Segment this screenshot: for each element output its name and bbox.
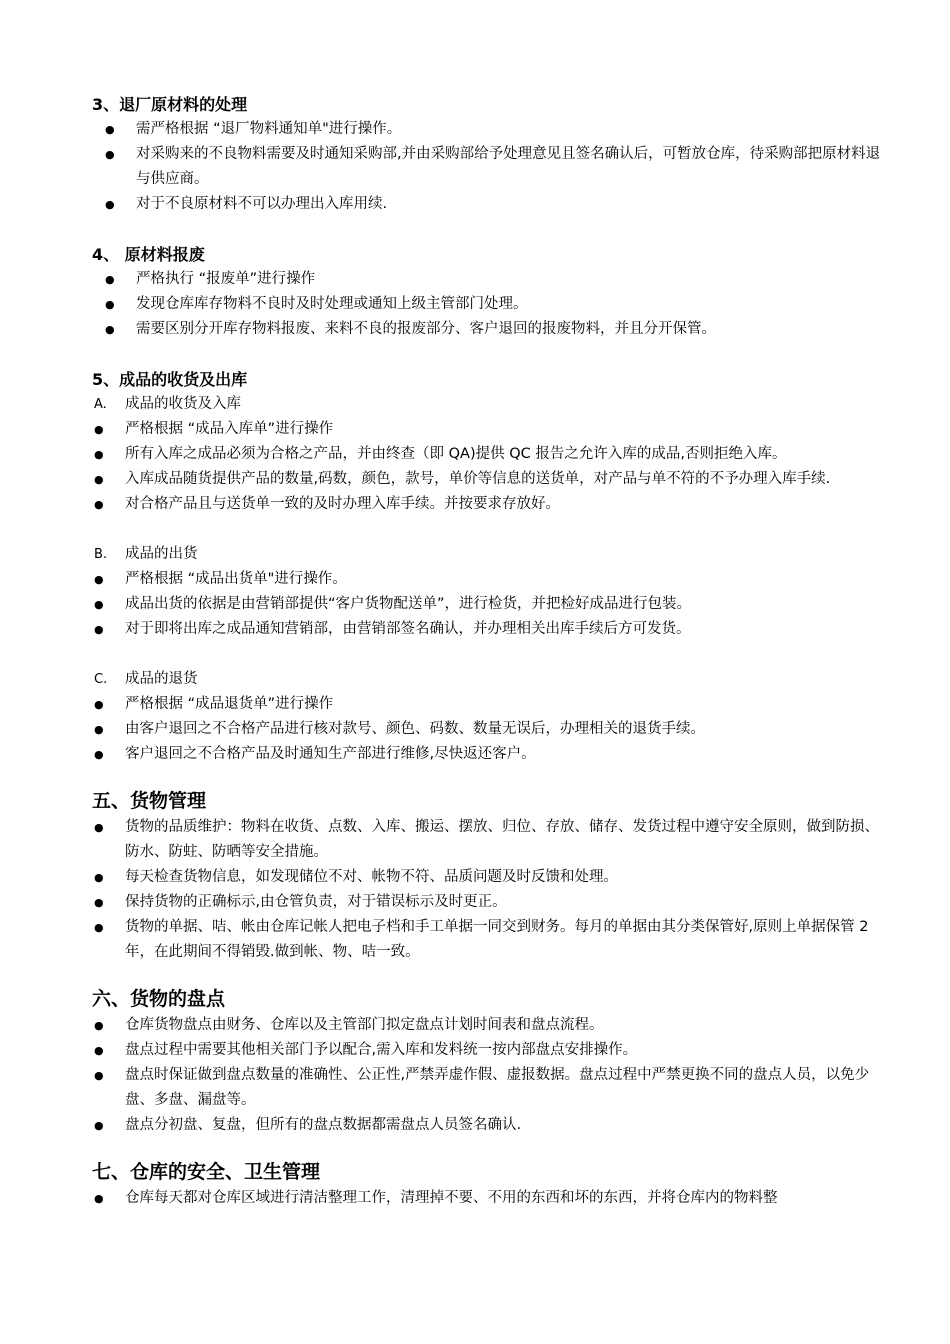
spacer bbox=[92, 1138, 892, 1158]
bullet-icon: ● bbox=[94, 623, 104, 636]
spacer bbox=[92, 642, 892, 667]
list-marker: C. bbox=[94, 672, 108, 687]
bullet-icon: ● bbox=[94, 1019, 104, 1032]
bullet-icon: ● bbox=[94, 423, 104, 436]
sec5a-item-1: ● 严格根据 “成品入库单”进行操作 bbox=[92, 417, 892, 442]
sec4-item-3: ● 需要区别分开库存物料报废、来料不良的报废部分、客户退回的报废物料，并且分开保管。 bbox=[92, 317, 892, 342]
section-seven-heading: 七、仓库的安全、卫生管理 bbox=[92, 1161, 321, 1183]
bullet-icon: ● bbox=[94, 871, 104, 884]
sec-five-item-3: ● 保持货物的正确标示,由仓管负责，对于错误标示及时更正。 bbox=[92, 890, 892, 915]
sec3-item-1: ● 需严格根据 “退厂物料通知单"进行操作。 bbox=[92, 117, 892, 142]
sec5b-item-2: ● 成品出货的依据是由营销部提供“客户货物配送单”，进行检货，并把检好成品进行包装。 bbox=[92, 592, 892, 617]
bullet-icon: ● bbox=[94, 1044, 104, 1057]
bullet-icon: ● bbox=[94, 1119, 104, 1132]
sec5-subsection-b-label: B. 成品的出货 bbox=[92, 542, 892, 567]
list-marker: B. bbox=[94, 547, 108, 562]
sec5-subsection-a-label: A. 成品的收货及入库 bbox=[92, 392, 892, 417]
sec-five-item-4: ● 货物的单据、咭、帐由仓库记帐人把电子档和手工单据一同交到财务。每月的单据由其分类保管好,原则上单据保管 2 年，在此期间不得销毁.做到帐、物、咭一致。 bbox=[92, 915, 892, 965]
sec4-item-1: ● 严格执行 “报废单”进行操作 bbox=[92, 267, 892, 292]
sec-five-item-1: ● 货物的品质维护：物料在收货、点数、入库、搬运、摆放、归位、存放、储存、发货过程中遵守安全原则，做到防损、防水、防蛀、防晒等安全措施。 bbox=[92, 815, 892, 865]
bullet-icon: ● bbox=[105, 148, 115, 161]
sec3-item-2: ● 对采购来的不良物料需要及时通知采购部,并由采购部给予处理意见且签名确认后，可暂放仓库，待采购部把原材料退与供应商。 bbox=[92, 142, 892, 192]
sec5-subsection-c-label: C. 成品的退货 bbox=[92, 667, 892, 692]
spacer bbox=[92, 517, 892, 542]
sec5c-item-3: ● 客户退回之不合格产品及时通知生产部进行维修,尽快返还客户。 bbox=[92, 742, 892, 767]
section-3-heading: 3、退厂原材料的处理 bbox=[92, 95, 248, 114]
list-marker: A. bbox=[94, 397, 107, 412]
bullet-icon: ● bbox=[94, 573, 104, 586]
bullet-icon: ● bbox=[94, 448, 104, 461]
bullet-icon: ● bbox=[94, 698, 104, 711]
document-page bbox=[92, 92, 892, 1211]
sec5c-item-1: ● 严格根据 “成品退货单”进行操作 bbox=[92, 692, 892, 717]
sec5b-item-3: ● 对于即将出库之成品通知营销部，由营销部签名确认，并办理相关出库手续后方可发货。 bbox=[92, 617, 892, 642]
bullet-icon: ● bbox=[94, 1192, 104, 1205]
spacer bbox=[92, 217, 892, 242]
spacer bbox=[92, 767, 892, 787]
sec3-item-3: ● 对于不良原材料不可以办理出入库用续. bbox=[92, 192, 892, 217]
bullet-icon: ● bbox=[94, 598, 104, 611]
bullet-icon: ● bbox=[94, 498, 104, 511]
bullet-icon: ● bbox=[105, 323, 115, 336]
spacer bbox=[92, 342, 892, 367]
sec4-item-2: ● 发现仓库库存物料不良时及时处理或通知上级主管部门处理。 bbox=[92, 292, 892, 317]
sec-five-item-2: ● 每天检查货物信息，如发现储位不对、帐物不符、品质问题及时反馈和处理。 bbox=[92, 865, 892, 890]
sec-six-item-1: ● 仓库货物盘点由财务、仓库以及主管部门拟定盘点计划时间表和盘点流程。 bbox=[92, 1013, 892, 1038]
bullet-icon: ● bbox=[94, 821, 104, 834]
bullet-icon: ● bbox=[94, 896, 104, 909]
sec-six-item-3: ● 盘点时保证做到盘点数量的准确性、公正性,严禁弄虚作假、虚报数据。盘点过程中严禁更换不同的盘点人员，以免少盘、多盘、漏盘等。 bbox=[92, 1063, 892, 1113]
sec-seven-item-1: ● 仓库每天都对仓库区域进行清洁整理工作，清理掉不要、不用的东西和坏的东西，并将仓库内的物料整 bbox=[92, 1186, 892, 1211]
bullet-icon: ● bbox=[94, 921, 104, 934]
spacer bbox=[92, 965, 892, 985]
bullet-icon: ● bbox=[94, 748, 104, 761]
sec-six-item-2: ● 盘点过程中需要其他相关部门予以配合,需入库和发料统一按内部盘点安排操作。 bbox=[92, 1038, 892, 1063]
section-five-heading: 五、货物管理 bbox=[92, 790, 207, 812]
bullet-icon: ● bbox=[94, 723, 104, 736]
sec5c-item-2: ● 由客户退回之不合格产品进行核对款号、颜色、码数、数量无误后，办理相关的退货手续。 bbox=[92, 717, 892, 742]
section-six-heading: 六、货物的盘点 bbox=[92, 988, 226, 1010]
sec5a-item-2: ● 所有入库之成品必须为合格之产品，并由终查（即 QA)提供 QC 报告之允许入库的成品,否则拒绝入库。 bbox=[92, 442, 892, 467]
sec5a-item-4: ● 对合格产品且与送货单一致的及时办理入库手续。并按要求存放好。 bbox=[92, 492, 892, 517]
bullet-icon: ● bbox=[105, 298, 115, 311]
section-4-heading: 4、 原材料报废 bbox=[92, 245, 205, 264]
bullet-icon: ● bbox=[94, 473, 104, 486]
bullet-icon: ● bbox=[105, 273, 115, 286]
bullet-icon: ● bbox=[94, 1069, 104, 1082]
section-5-heading: 5、成品的收货及出库 bbox=[92, 370, 248, 389]
bullet-icon: ● bbox=[105, 123, 115, 136]
sec5a-item-3: ● 入库成品随货提供产品的数量,码数，颜色，款号，单价等信息的送货单，对产品与单不符的不予办理入库手续. bbox=[92, 467, 892, 492]
sec-six-item-4: ● 盘点分初盘、复盘，但所有的盘点数据都需盘点人员签名确认. bbox=[92, 1113, 892, 1138]
bullet-icon: ● bbox=[105, 198, 115, 211]
sec5b-item-1: ● 严格根据 “成品出货单"进行操作。 bbox=[92, 567, 892, 592]
